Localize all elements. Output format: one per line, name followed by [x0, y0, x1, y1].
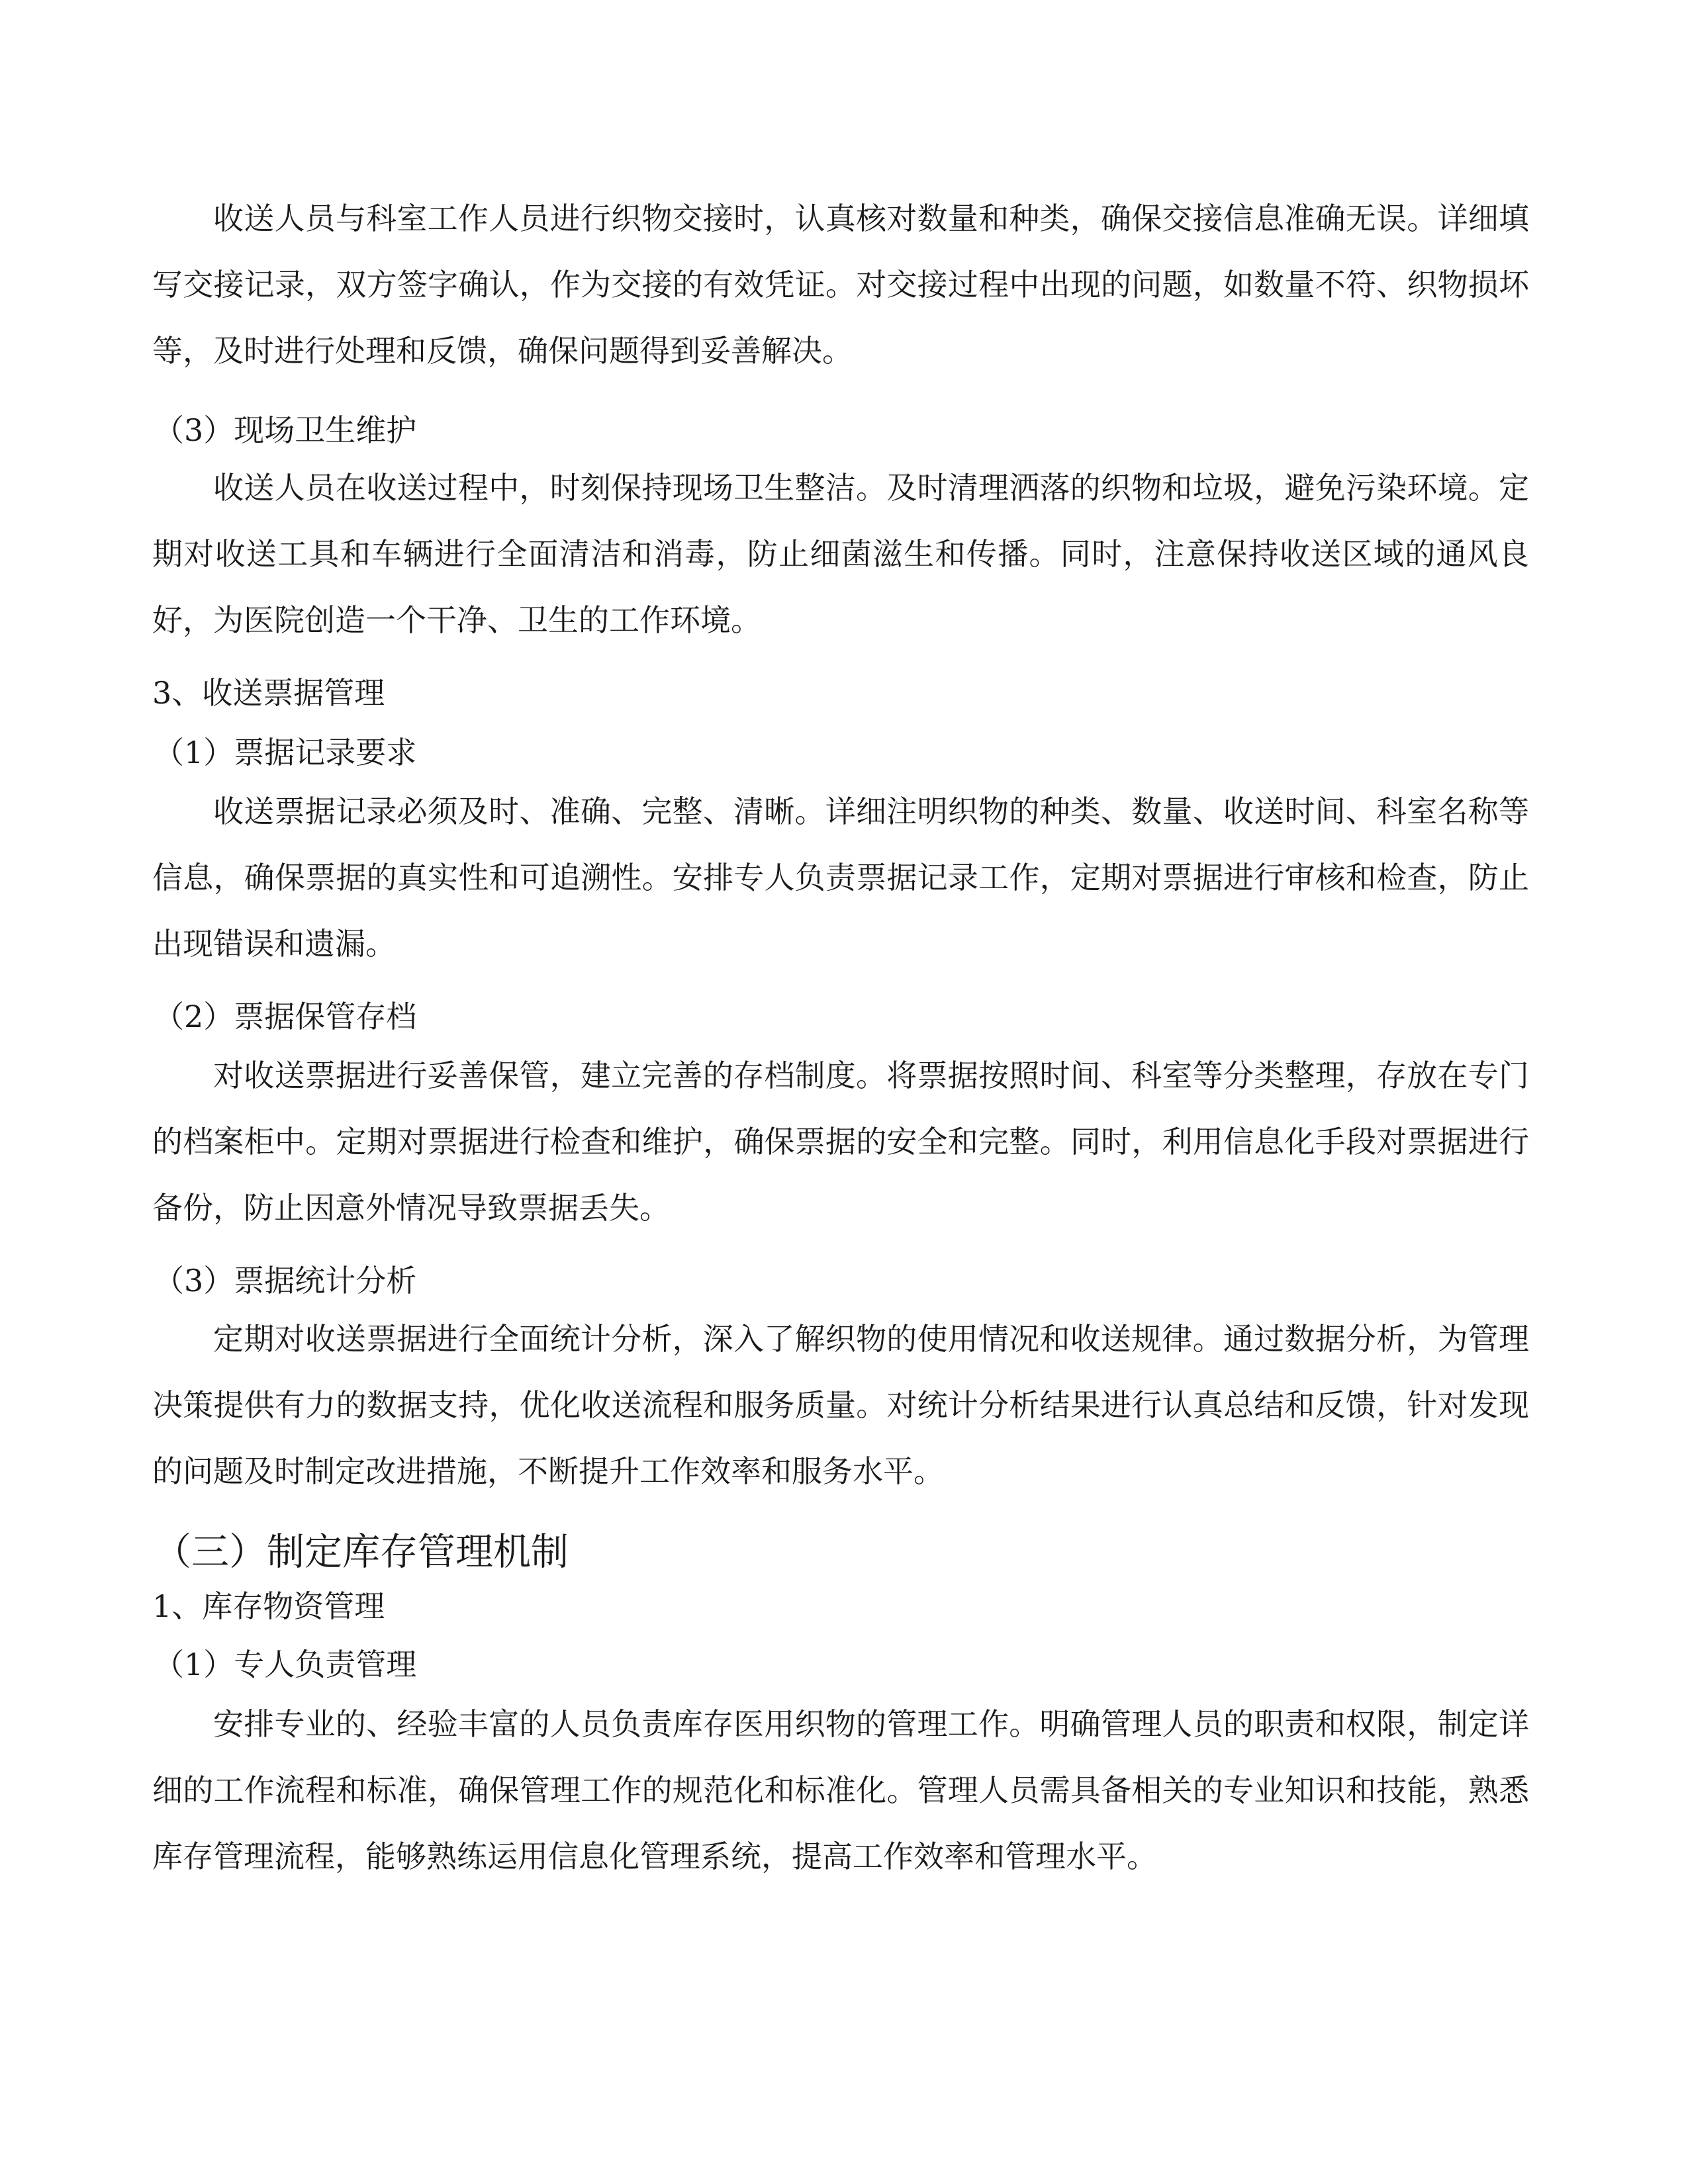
section-heading-inventory: （三）制定库存管理机制	[154, 1530, 569, 1574]
paragraph-receipt-archiving: 对收送票据进行妥善保管，建立完善的存档制度。将票据按照时间、科室等分类整理，存放在专门的档案柜中。定期对票据进行检查和维护，确保票据的安全和完整。同时，利用信息化手段对票据进行备份，防止因意外情况导致票据丢失。	[152, 1058, 1529, 1226]
subheading-receipt-recording: （1）票据记录要求	[154, 735, 417, 770]
heading-receipt-management: 3、收送票据管理	[152, 675, 385, 711]
paragraph-dedicated-management: 安排专业的、经验丰富的人员负责库存医用织物的管理工作。明确管理人员的职责和权限，制定详细的工作流程和标准，确保管理工作的规范化和标准化。管理人员需具备相关的专业知识和技能，熟悉库存管理流程，能够熟练运用信息化管理系统，提高工作效率和管理水平。	[152, 1706, 1529, 1874]
subheading-receipt-archiving: （2）票据保管存档	[154, 999, 417, 1034]
heading-inventory-materials: 1、库存物资管理	[152, 1588, 385, 1624]
subheading-receipt-statistics: （3）票据统计分析	[154, 1263, 417, 1298]
paragraph-site-hygiene: 收送人员在收送过程中，时刻保持现场卫生整洁。及时清理洒落的织物和垃圾，避免污染环境。定期对收送工具和车辆进行全面清洁和消毒，防止细菌滋生和传播。同时，注意保持收送区域的通风良好，为医院创造一个干净、卫生的工作环境。	[152, 470, 1529, 638]
subheading-dedicated-management: （1）专人负责管理	[154, 1647, 417, 1682]
subheading-site-hygiene: （3）现场卫生维护	[154, 412, 417, 448]
paragraph-textile-handover: 收送人员与科室工作人员进行织物交接时，认真核对数量和种类，确保交接信息准确无误。详细填写交接记录，双方签字确认，作为交接的有效凭证。对交接过程中出现的问题，如数量不符、织物损坏等，及时进行处理和反馈，确保问题得到妥善解决。	[152, 201, 1529, 369]
paragraph-receipt-recording: 收送票据记录必须及时、准确、完整、清晰。详细注明织物的种类、数量、收送时间、科室名称等信息，确保票据的真实性和可追溯性。安排专人负责票据记录工作，定期对票据进行审核和检查，防止出现错误和遗漏。	[152, 794, 1529, 962]
paragraph-receipt-statistics: 定期对收送票据进行全面统计分析，深入了解织物的使用情况和收送规律。通过数据分析，为管理决策提供有力的数据支持，优化收送流程和服务质量。对统计分析结果进行认真总结和反馈，针对发现的问题及时制定改进措施，不断提升工作效率和服务水平。	[152, 1321, 1529, 1489]
